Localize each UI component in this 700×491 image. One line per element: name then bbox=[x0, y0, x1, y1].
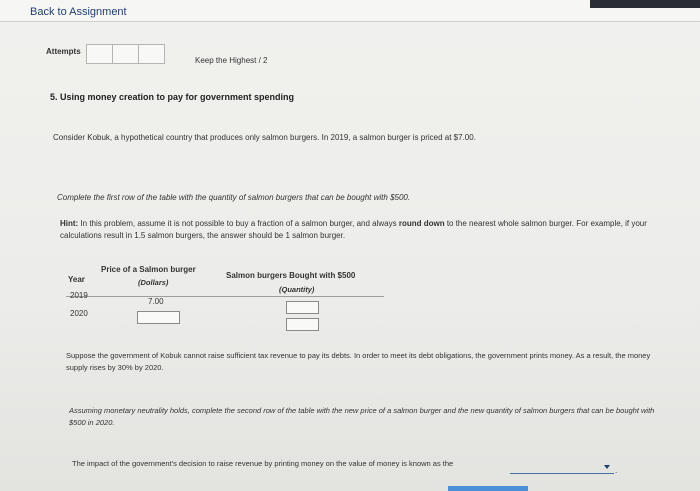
question-intro: Consider Kobuk, a hypothetical country that produces only salmon burgers. In 2019, a salmon burger is priced at $7.00. bbox=[53, 133, 476, 142]
hint-text-1: In this problem, assume it is not possible to buy a fraction of a salmon burger, and always bbox=[78, 219, 399, 228]
impact-question: The impact of the government's decision to raise revenue by printing money on the value of money is known as the bbox=[72, 459, 454, 468]
question-title: 5. Using money creation to pay for government spending bbox=[50, 92, 295, 102]
back-to-assignment-link[interactable]: Back to Assignment bbox=[30, 6, 127, 18]
attempt-box bbox=[138, 44, 165, 64]
impact-period: . bbox=[615, 466, 618, 475]
top-bar bbox=[0, 0, 700, 22]
row-2019-quantity-input[interactable] bbox=[286, 301, 319, 314]
row-2019-year: 2019 bbox=[70, 291, 88, 300]
chevron-down-icon bbox=[604, 465, 610, 469]
attempts-indicator bbox=[86, 44, 164, 64]
quantity-column-header: Salmon burgers Bought with $500 bbox=[226, 271, 356, 280]
impact-dropdown[interactable] bbox=[510, 460, 614, 474]
price-column-header: Price of a Salmon burger bbox=[101, 265, 196, 274]
attempts-label: Attempts bbox=[46, 47, 81, 56]
table-header-divider bbox=[66, 296, 384, 297]
attempt-box bbox=[86, 44, 113, 64]
money-printing-paragraph: Suppose the government of Kobuk cannot raise sufficient tax revenue to pay its debts. In order to meet its debt obligations, the government prints money. As a result, the money supply rises by 30% by 2020. bbox=[66, 351, 651, 372]
hint-label: Hint: bbox=[60, 219, 79, 228]
table-instruction: Complete the first row of the table with the quantity of salmon burgers that can be bought with $500. bbox=[57, 193, 411, 202]
browser-strip bbox=[590, 0, 700, 8]
row-2020-year: 2020 bbox=[70, 309, 88, 318]
hint-bold: round down bbox=[398, 219, 445, 228]
keep-highest-label: Keep the Highest / 2 bbox=[195, 56, 268, 65]
row-2020-quantity-input[interactable] bbox=[286, 318, 319, 331]
attempt-box bbox=[112, 44, 139, 64]
row-2020-price-input[interactable] bbox=[137, 311, 180, 324]
submit-button-edge[interactable] bbox=[448, 486, 528, 491]
quantity-column-unit: (Quantity) bbox=[279, 285, 315, 294]
price-column-unit: (Dollars) bbox=[138, 278, 169, 287]
hint bbox=[60, 218, 690, 242]
row-2019-price: 7.00 bbox=[148, 297, 164, 306]
neutrality-instruction: Assuming monetary neutrality holds, complete the second row of the table with the new price of a salmon burger and the new quantity of salmon burgers that can be bought with $500 in 2020. bbox=[69, 406, 655, 427]
hint-text-2: to the nearest whole salmon burger. For example, if your calculations result in 1.5 salmon burgers, the answer should be 1 salmon burger. bbox=[60, 219, 647, 240]
year-column-header: Year bbox=[68, 275, 85, 284]
